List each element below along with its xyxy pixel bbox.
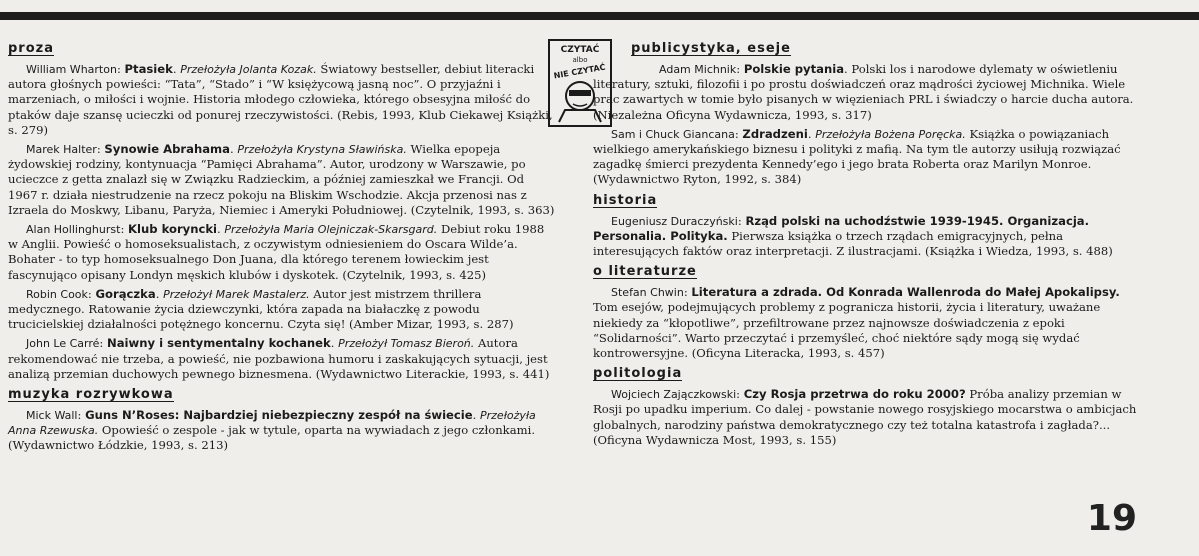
entry-title: Gorączka bbox=[95, 286, 156, 301]
entry-text: Próba analizy przemian w Rosji po upadku imperium. Co dalej - powstanie nowego rosyjskiego mocarstwa o ambicjach globalnych, narodziny państwa demokratycznego czy też totalna katastrofa i zagłada?... (Oficyna Wydawnicza Most, 1993, s. 155) bbox=[593, 387, 1137, 447]
stamp-line-1: CZYTAĆ bbox=[560, 45, 600, 55]
entry-author: Wojciech Zajączkowski bbox=[611, 388, 737, 402]
entry-author: Mick Wall bbox=[26, 409, 78, 423]
entry-author: Sam i Chuck Giancana bbox=[611, 127, 735, 141]
left-column bbox=[8, 40, 556, 458]
entry-text: Autor jest mistrzem thrillera medycznego. Ratowanie życia dziewczynki, która zapada na białaczkę z powodu trucicielskiej działalności potężnego koncernu. Czyta się! (Amber Mizar, 1993, s. 287) bbox=[8, 286, 514, 332]
review-entry: Stefan Chwin: Literatura a zdrada. Od Konrada Wallenroda do Małej Apokalipsy. Tom esejów, podejmujących problemy z pogranicza historii, życia i literatury, uważane niekiedy za “kłopotliwe”, przefiltrowane przez najnowsze doświadczenia z epoki “Solidarności”. Warto przeczytać i przemyśleć, choć niektóre sądy mogą się wydać kontrowersyjne. (Oficyna Literacka, 1993, s. 457) bbox=[593, 285, 1120, 361]
entry-translator: Przełożyła Bożena Poręcka. bbox=[815, 127, 966, 141]
entry-title: Polskie pytania bbox=[743, 62, 845, 76]
entry-author: Robin Cook bbox=[26, 287, 88, 301]
entry-translator: Przełożył Tomasz Bieroń. bbox=[338, 337, 475, 351]
section-heading-politologia: politologia bbox=[593, 366, 683, 382]
entry-translator: Przełożyła Jolanta Kozak. bbox=[180, 63, 317, 76]
review-entry: Alan Hollinghurst: Klub koryncki. Przełożyła Maria Olejniczak-Skarsgard. Debiut roku 1988 w Anglii. Powieść o homoseksualistach, z oczywistym odniesieniem do Oscara Wilde’a. Bohater - to typ homoseksualnego Don Juana, dla którego terenem łowieckim jest fascynująco opisany Londyn męskich klubów i dyskotek. (Czytelnik, 1993, s. 425) bbox=[8, 222, 545, 282]
entry-title: Zdradzeni bbox=[742, 126, 808, 141]
review-entry: John Le Carré: Naiwny i sentymentalny kochanek. Przełożył Tomasz Bieroń. Autora rekomendować nie trzeba, a powieść, nie pozbawiona humoru i zaskakujących sytuacji, jest analizą przemian duchowych pewnego biznesmena. (Wydawnictwo Literackie, 1993, s. 441) bbox=[8, 336, 550, 381]
entry-title: Naiwny i sentymentalny kochanek bbox=[107, 336, 331, 351]
review-entry: William Wharton: Ptasiek. Przełożyła Jolanta Kozak. Światowy bestseller, debiut literacki autora głośnych powieści: “Tata”, “Stado” i “W księżycową jasną noc”. O przyjaźni i marzeniach, o miłości i wojnie. Historia młodego człowieka, którego obsesyjna miłość do ptaków daje szansę ucieczki od ponurej rzeczywistości. (Rebis, 1993, Klub Ciekawej Książki, s. 279) bbox=[8, 62, 553, 137]
entry-author: Eugeniusz Duraczyński bbox=[611, 214, 738, 228]
stamp-line-2: albo bbox=[572, 56, 588, 64]
entry-translator: Przełożyła Krystyna Sławińska. bbox=[237, 143, 407, 157]
entry-title: Rząd polski na uchodźstwie 1939-1945. Organizacja. Personalia. Polityka. bbox=[593, 213, 1090, 243]
entry-text: Opowieść o zespole - jak w tytule, oparta na wywiadach z jego członkami. (Wydawnictwo Łódzkie, 1993, s. 213) bbox=[8, 423, 536, 453]
entry-text: Pierwsza książka o trzech rządach emigracyjnych, pełna interesujących faktów oraz interpretacji. Z ilustracjami. (Książka i Wiedza, 1993, s. 488) bbox=[593, 228, 1113, 259]
entry-translator: Przełożyła Anna Rzewuska. bbox=[8, 409, 536, 438]
entry-author: Marek Halter bbox=[26, 143, 97, 157]
review-entry: Adam Michnik: Polskie pytania. Polski los i narodowe dylematy w oświetleniu literatury, sztuki, filozofii i po prostu doświadczeń oraz mądrości życiowej Michnika. Wiele prac zawartych w tomie było pisanych w więzieniach PRL i świadczy o harcie ducha autora. (Niezależna Oficyna Wydawnicza, 1993, s. 317) bbox=[593, 62, 1134, 122]
entry-author: John Le Carré bbox=[26, 337, 100, 351]
entry-text: Wielka epopeja żydowskiej rodziny, kontynuacja “Pamięci Abrahama”. Autor, urodzony w Warszawie, po ucieczce z getta znalazł się w Związku Radzieckim, a później zamieszkał we Francji. Od 1967 r. działa niestrudzenie na rzecz pokoju na Bliskim Wschodzie. Akcja przenosi nas z Izraela do Moskwy, Libanu, Paryża, Niemiec i Ameryki Południowej. (Czytelnik, 1993, s. 363) bbox=[8, 142, 555, 217]
entry-author: Alan Hollinghurst bbox=[26, 223, 121, 237]
page-number: 19 bbox=[1086, 498, 1137, 539]
review-entry: Eugeniusz Duraczyński: Rząd polski na uchodźstwie 1939-1945. Organizacja. Personalia. Polityka. Pierwsza książka o trzech rządach emigracyjnych, pełna interesujących faktów oraz interpretacji. Z ilustracjami. (Książka i Wiedza, 1993, s. 488) bbox=[593, 213, 1113, 259]
section-heading-muzyka-rozrywkowa: muzyka rozrywkowa bbox=[8, 387, 174, 403]
review-entry: Robin Cook: Gorączka. Przełożył Marek Mastalerz. Autor jest mistrzem thrillera medycznego. Ratowanie życia dziewczynki, która zapada na białaczkę z powodu trucicielskiej działalności potężnego koncernu. Czyta się! (Amber Mizar, 1993, s. 287) bbox=[8, 286, 514, 332]
entry-text: Polski los i narodowe dylematy w oświetleniu literatury, sztuki, filozofii i po prostu doświadczeń oraz mądrości życiowej Michnika. Wiele prac zawartych w tomie było pisanych w więzieniach PRL i świadczy o harcie ducha autora. (Niezależna Oficyna Wydawnicza, 1993, s. 317) bbox=[593, 62, 1134, 122]
entry-text: Debiut roku 1988 w Anglii. Powieść o homoseksualistach, z oczywistym odniesieniem do Oscara Wilde’a. Bohater - to typ homoseksualnego Don Juana, dla którego terenem łowieckim jest fascynująco opisany Londyn męskich klubów i dyskotek. (Czytelnik, 1993, s. 425) bbox=[8, 222, 545, 282]
entry-title: Guns N’Roses: Najbardziej niebezpieczny zespół na świecie bbox=[85, 408, 473, 423]
entry-author: Adam Michnik bbox=[659, 63, 737, 76]
section-heading-o-literaturze: o literaturze bbox=[593, 264, 697, 280]
entry-text: Książka o powiązaniach wielkiego amerykańskiego biznesu i polityki z mafią. Na tym tle autorzy usiłują rozwiązać zagadkę śmierci prezydenta Kennedy’ego i jego brata Roberta oraz Marilyn Monroe. (Wydawnictwo Ryton, 1992, s. 384) bbox=[593, 126, 1121, 187]
section-heading-publicystyka-eseje: publicystyka, eseje bbox=[631, 41, 791, 56]
stamp-line-3: NIE CZYTAĆ bbox=[553, 62, 607, 81]
review-entry: Marek Halter: Synowie Abrahama. Przełożyła Krystyna Sławińska. Wielka epopeja żydowskiej rodziny, kontynuacja “Pamięci Abrahama”. Autor, urodzony w Warszawie, po ucieczce z getta znalazł się w Związku Radzieckim, a później zamieszkał we Francji. Od 1967 r. działa niestrudzenie na rzecz pokoju na Bliskim Wschodzie. Akcja przenosi nas z Izraela do Moskwy, Libanu, Paryża, Niemiec i Ameryki Południowej. (Czytelnik, 1993, s. 363) bbox=[8, 142, 555, 217]
entry-title: Ptasiek bbox=[124, 62, 173, 76]
entry-translator: Przełożył Marek Mastalerz. bbox=[163, 287, 310, 301]
entry-title: Czy Rosja przetrwa do roku 2000? bbox=[743, 387, 966, 402]
entry-author: William Wharton bbox=[26, 63, 117, 76]
entry-title: Literatura a zdrada. Od Konrada Wallenroda do Małej Apokalipsy. bbox=[691, 285, 1120, 300]
review-entry: Sam i Chuck Giancana: Zdradzeni. Przełożyła Bożena Poręcka. Książka o powiązaniach wielkiego amerykańskiego biznesu i polityki z mafią. Na tym tle autorzy usiłują rozwiązać zagadkę śmierci prezydenta Kennedy’ego i jego brata Roberta oraz Marilyn Monroe. (Wydawnictwo Ryton, 1992, s. 384) bbox=[593, 126, 1121, 187]
entry-translator: Przełożyła Maria Olejniczak-Skarsgard. bbox=[224, 223, 438, 237]
entry-text: Tom esejów, podejmujących problemy z pogranicza historii, życia i literatury, uważane niekiedy za “kłopotliwe”, przefiltrowane przez najnowsze doświadczenia z epoki “Solidarności”. Warto przeczytać i przemyśleć, choć niektóre sądy mogą się wydać kontrowersyjne. (Oficyna Literacka, 1993, s. 457) bbox=[593, 300, 1101, 361]
review-entry: Mick Wall: Guns N’Roses: Najbardziej niebezpieczny zespół na świecie. Przełożyła Anna Rzewuska. Opowieść o zespole - jak w tytule, oparta na wywiadach z jego członkami. (Wydawnictwo Łódzkie, 1993, s. 213) bbox=[8, 408, 536, 453]
review-entry: Wojciech Zajączkowski: Czy Rosja przetrwa do roku 2000? Próba analizy przemian w Rosji po upadku imperium. Co dalej - powstanie nowego rosyjskiego mocarstwa o ambicjach globalnych, narodziny państwa demokratycznego czy też totalna katastrofa i zagłada?... (Oficyna Wydawnicza Most, 1993, s. 155) bbox=[593, 387, 1137, 447]
section-heading-historia: historia bbox=[593, 192, 658, 208]
section-heading-proza: proza bbox=[8, 41, 54, 56]
entry-text: Światowy bestseller, debiut literacki autora głośnych powieści: “Tata”, “Stado” i “W księżycową jasną noc”. O przyjaźni i marzeniach, o miłości i wojnie. Historia młodego człowieka, którego obsesyjna miłość do ptaków daje szansę ucieczki od ponurej rzeczywistości. (Rebis, 1993, Klub Ciekawej Książki, s. 279) bbox=[8, 62, 553, 137]
entry-title: Synowie Abrahama bbox=[104, 142, 230, 157]
top-rule bbox=[0, 12, 1199, 20]
right-column bbox=[593, 40, 1141, 452]
entry-author: Stefan Chwin bbox=[611, 286, 684, 300]
entry-text: Autora rekomendować nie trzeba, a powieść, nie pozbawiona humoru i zaskakujących sytuacji, jest analizą przemian duchowych pewnego biznesmena. (Wydawnictwo Literackie, 1993, s. 441) bbox=[8, 336, 550, 381]
entry-title: Klub koryncki bbox=[128, 222, 218, 237]
